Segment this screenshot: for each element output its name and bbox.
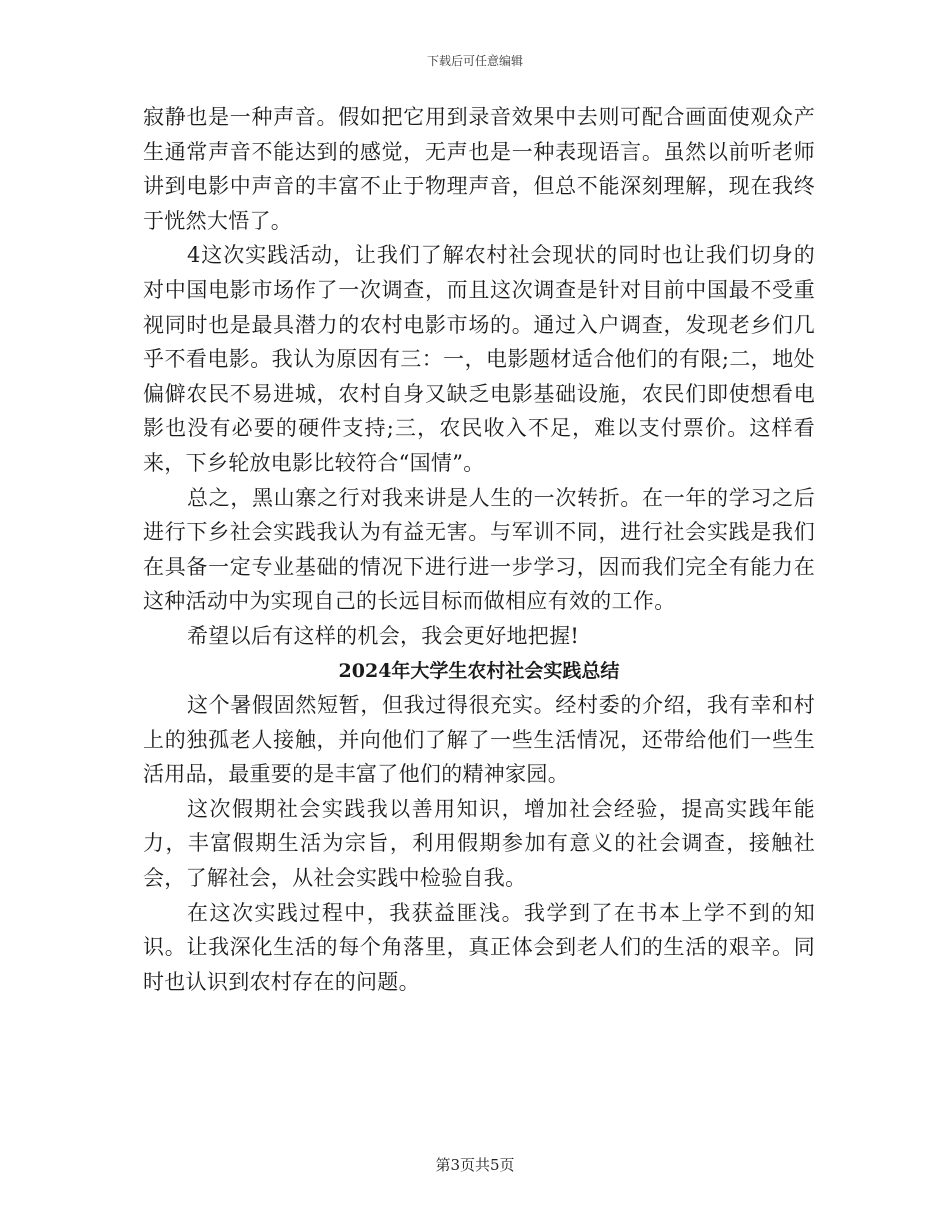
paragraph-closing-wish: 希望以后有这样的机会，我会更好地把握! <box>187 623 580 648</box>
paragraph-gains: 在这次实践过程中，我获益匪浅。我学到了在书本上学不到的知识。让我深化生活的每个角落里，真正体会到老人们的生活的艰辛。同时也认识到农村存在的问题。 <box>143 900 815 994</box>
document-body <box>143 100 815 999</box>
paragraph-survey-findings: 4这次实践活动，让我们了解农村社会现状的同时也让我们切身的对中国电影市场作了一次调查，而且这次调查是针对目前中国最不受重视同时也是最具潜力的农村电影市场的。通过入户调查，发现老乡们几乎不看电影。我认为原因有三：一，电影题材适合他们的有限;二，地处偏僻农民不易进城，农村自身又缺乏电影基础设施，农民们即使想看电影也没有必要的硬件支持;三，农民收入不足，难以支付票价。这样看来，下乡轮放电影比较符合“国情”。 <box>143 243 815 475</box>
page-number: 第3页共5页 <box>435 1156 515 1174</box>
paragraph-summer-intro: 这个暑假固然短暂，但我过得很充实。经村委的介绍，我有幸和村上的独孤老人接触，并向他们了解了一些生活情况，还带给他们一些生活用品，最重要的是丰富了他们的精神家园。 <box>143 693 815 787</box>
section-title: 2024年大学生农村社会实践总结 <box>338 659 620 682</box>
paragraph-continuation: 寂静也是一种声音。假如把它用到录音效果中去则可配合画面使观众产生通常声音不能达到的感觉，无声也是一种表现语言。虽然以前听老师讲到电影中声音的丰富不止于物理声音，但总不能深刻理解，现在我终于恍然大悟了。 <box>143 105 815 233</box>
page-header: 下载后可任意编辑 <box>426 54 523 68</box>
paragraph-purpose: 这次假期社会实践我以善用知识，增加社会经验，提高实践年能力，丰富假期生活为宗旨，利用假期参加有意义的社会调查，接触社会，了解社会，从社会实践中检验自我。 <box>143 796 815 891</box>
paragraph-conclusion: 总之，黑山寨之行对我来讲是人生的一次转折。在一年的学习之后进行下乡社会实践我认为有益无害。与军训不同，进行社会实践是我们在具备一定专业基础的情况下进行进一步学习，因而我们完全有能力在这种活动中为实现自己的长远目标而做相应有效的工作。 <box>143 485 815 614</box>
